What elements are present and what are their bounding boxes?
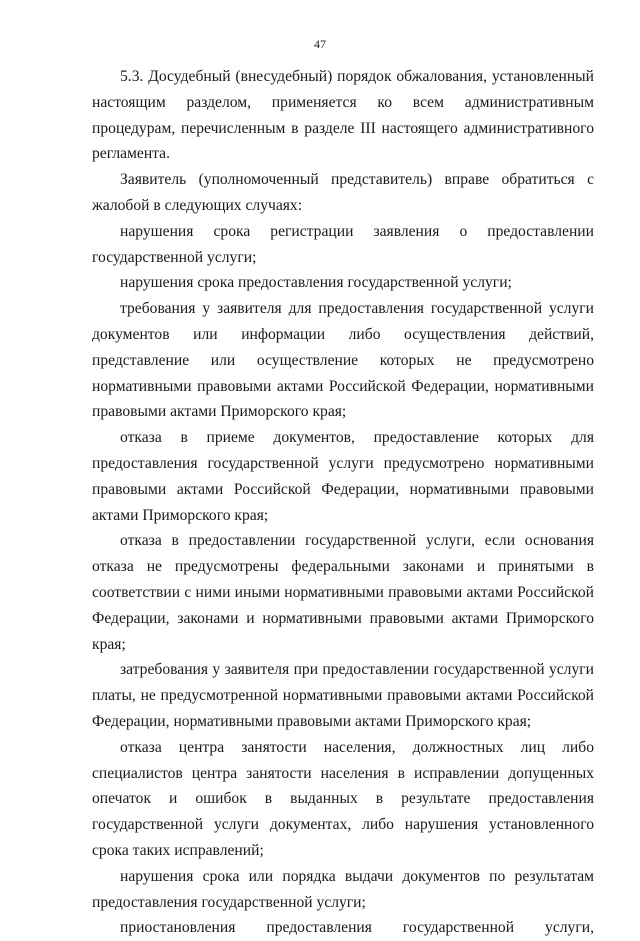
- list-item-registration-deadline: нарушения срока регистрации заявления о предоставлении государственной услуги;: [92, 222, 594, 266]
- paragraph-applicant-right: Заявитель (уполномоченный представитель) вправе обратиться с жалобой в следующих случаях:: [92, 171, 594, 214]
- page-number: 47: [314, 37, 326, 51]
- list-item-fee-demand: затребования у заявителя при предоставлении государственной услуги платы, не предусмотренной нормативными правовыми актами Российской Федерации, нормативными правовыми актами Приморского края;: [92, 661, 594, 730]
- list-item-correction-refusal: отказа центра занятости населения, должностных лиц либо специалистов центра занятости населения в исправлении допущенных опечаток и ошибок в выданных в результате предоставления государственной услуги документах, либо нарушения установленного срока таких исправлений;: [92, 738, 594, 859]
- list-item-extra-documents: требования у заявителя для предоставления государственной услуги документов или информации либо осуществления действий, представление или осуществление которых не предусмотрено нормативными правовыми актами Российской Федерации, нормативными правовыми актами Приморского края;: [92, 300, 594, 421]
- list-item-refusal-of-service: отказа в предоставлении государственной услуги, если основания отказа не предусмотрены федеральными законами и принятыми в соответствии с ними иными нормативными правовыми актами Российской Федерации, законами и нормативными правовыми актами Приморского края;: [92, 532, 594, 653]
- list-item-service-deadline: нарушения срока предоставления государственной услуги;: [120, 274, 512, 292]
- list-item-issuance-violation: нарушения срока или порядка выдачи документов по результатам предоставления государственной услуги;: [92, 867, 594, 911]
- list-item-refusal-to-accept: отказа в приеме документов, предоставление которых для предоставления государственной услуги предусмотрено нормативными правовыми актами Российской Федерации, нормативными правовыми актами Приморского края;: [92, 429, 594, 524]
- document-body: [92, 64, 594, 941]
- paragraph-section-5-3: 5.3. Досудебный (внесудебный) порядок обжалования, установленный настоящим разделом, применяется ко всем административным процедурам, перечисленным в разделе III настоящего административного регламента.: [92, 68, 594, 163]
- list-item-suspension: приостановления предоставления государственной услуги,: [120, 919, 594, 937]
